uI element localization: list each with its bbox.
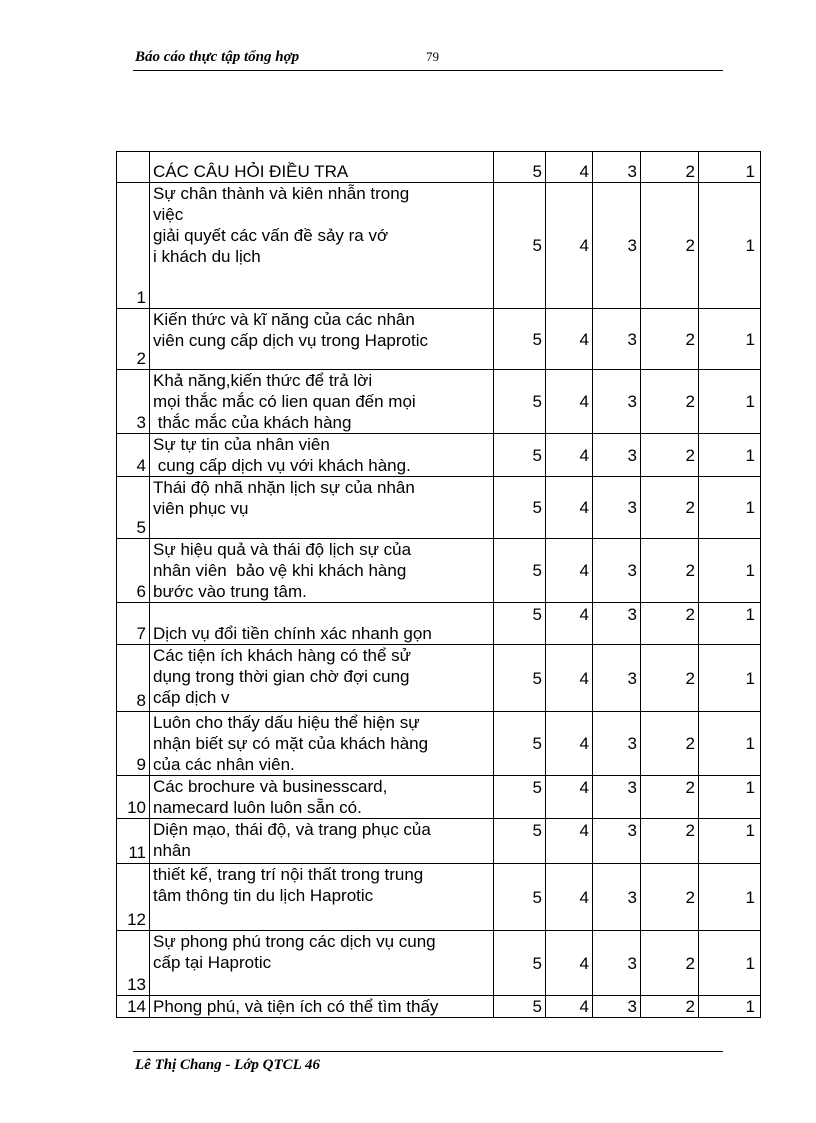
score-option-5: 5 [494,183,546,309]
question-line: cung cấp dịch vụ với khách hàng. [153,456,411,475]
score-option-3: 3 [593,776,641,819]
score-option-5: 5 [494,931,546,996]
score-option-3: 3 [593,183,641,309]
score-option-3: 3 [593,477,641,539]
score-option-4: 4 [546,712,593,776]
table-row [117,776,761,819]
score-option-2: 2 [641,776,699,819]
question-text [150,477,494,539]
question-line: mọi thắc mắc có lien quan đến mọi [153,392,416,411]
score-option-4: 4 [546,603,593,645]
question-text [150,370,494,434]
score-option-1: 1 [699,819,761,864]
scale-1-header: 1 [699,152,761,183]
score-option-5: 5 [494,434,546,477]
score-option-1: 1 [699,539,761,603]
question-line: cấp dịch v [153,688,230,707]
score-option-4: 4 [546,309,593,370]
question-line: nhân [153,841,191,860]
score-option-2: 2 [641,477,699,539]
question-text [150,183,494,309]
score-option-5: 5 [494,370,546,434]
question-text [150,776,494,819]
score-option-4: 4 [546,477,593,539]
question-number: 14 [117,996,150,1018]
question-line: thắc mắc của khách hàng [153,413,352,432]
question-line: dụng trong thời gian chờ đợi cung [153,667,410,686]
footer-divider [133,1051,723,1052]
score-option-4: 4 [546,819,593,864]
table-row [117,183,761,309]
question-line: Phong phú, và tiện ích có thể tìm thấy [153,997,439,1016]
score-option-4: 4 [546,864,593,931]
page-header-title: Báo cáo thực tập tổng hợp [135,49,300,65]
question-line: việc [153,205,184,224]
score-option-3: 3 [593,712,641,776]
question-text [150,819,494,864]
question-line: Dịch vụ đổi tiền chính xác nhanh gọn [153,624,432,643]
score-option-4: 4 [546,370,593,434]
score-option-5: 5 [494,712,546,776]
question-line: Khả năng,kiến thức để trả lời [153,371,373,390]
score-option-1: 1 [699,183,761,309]
table-header-row [117,152,761,183]
score-option-4: 4 [546,645,593,712]
score-option-1: 1 [699,996,761,1018]
question-line: Sự chân thành và kiên nhẫn trong [153,184,410,203]
question-number: 10 [117,776,150,819]
score-option-5: 5 [494,996,546,1018]
score-option-4: 4 [546,931,593,996]
score-option-1: 1 [699,931,761,996]
question-line: nhân viên bảo vệ khi khách hàng [153,561,407,580]
table-row [117,996,761,1018]
score-option-5: 5 [494,645,546,712]
score-option-5: 5 [494,864,546,931]
score-option-2: 2 [641,931,699,996]
table-row [117,539,761,603]
question-text [150,645,494,712]
score-option-1: 1 [699,434,761,477]
score-option-3: 3 [593,434,641,477]
question-text [150,996,494,1018]
question-text [150,712,494,776]
score-option-1: 1 [699,864,761,931]
question-line: Sự phong phú trong các dịch vụ cung [153,932,436,951]
table-row [117,864,761,931]
scale-2-header: 2 [641,152,699,183]
score-option-3: 3 [593,819,641,864]
score-option-2: 2 [641,370,699,434]
question-line: thiết kế, trang trí nội thất trong trung [153,865,424,884]
survey-table [116,151,761,1018]
scale-5-header: 5 [494,152,546,183]
score-option-2: 2 [641,996,699,1018]
score-option-2: 2 [641,309,699,370]
table-row [117,712,761,776]
score-option-5: 5 [494,539,546,603]
question-text [150,603,494,645]
score-option-1: 1 [699,477,761,539]
score-option-3: 3 [593,931,641,996]
table-row [117,645,761,712]
question-line: của các nhân viên. [153,755,295,774]
question-line: Luôn cho thấy dấu hiệu thể hiện sự [153,713,420,732]
score-option-3: 3 [593,370,641,434]
question-line: namecard luôn luôn sẵn có. [153,798,362,817]
table-row [117,603,761,645]
question-number: 8 [117,645,150,712]
question-line: Sự hiệu quả và thái độ lịch sự của [153,540,412,559]
score-option-3: 3 [593,645,641,712]
question-number: 12 [117,864,150,931]
question-line: Kiến thức và kĩ năng của các nhân [153,310,415,329]
question-line: Các tiện ích khách hàng có thể sử [153,646,412,665]
score-option-5: 5 [494,477,546,539]
score-option-5: 5 [494,309,546,370]
question-number: 13 [117,931,150,996]
score-option-2: 2 [641,434,699,477]
score-option-1: 1 [699,370,761,434]
score-option-5: 5 [494,819,546,864]
score-option-1: 1 [699,712,761,776]
score-option-1: 1 [699,776,761,819]
question-line: nhận biết sự có mặt của khách hàng [153,734,429,753]
question-line: viên phục vụ [153,499,249,518]
question-text [150,309,494,370]
question-number: 9 [117,712,150,776]
score-option-1: 1 [699,603,761,645]
question-line: viên cung cấp dịch vụ trong Haprotic [153,331,428,350]
question-line: i khách du lịch [153,247,261,266]
score-option-2: 2 [641,183,699,309]
scale-4-header: 4 [546,152,593,183]
table-row [117,931,761,996]
question-number: 2 [117,309,150,370]
table-row [117,370,761,434]
question-number: 6 [117,539,150,603]
question-number: 5 [117,477,150,539]
score-option-4: 4 [546,539,593,603]
question-number: 3 [117,370,150,434]
question-line: cấp tại Haprotic [153,953,272,972]
score-option-1: 1 [699,645,761,712]
score-option-5: 5 [494,776,546,819]
score-option-2: 2 [641,819,699,864]
score-option-1: 1 [699,309,761,370]
score-option-3: 3 [593,603,641,645]
score-option-3: 3 [593,864,641,931]
header-num-cell [117,152,150,183]
table-row [117,819,761,864]
score-option-3: 3 [593,539,641,603]
header-divider [133,70,723,71]
score-option-4: 4 [546,996,593,1018]
score-option-2: 2 [641,645,699,712]
score-option-4: 4 [546,434,593,477]
question-line: Thái độ nhã nhặn lịch sự của nhân [153,478,415,497]
score-option-5: 5 [494,603,546,645]
score-option-3: 3 [593,996,641,1018]
page-footer-author: Lê Thị Chang - Lớp QTCL 46 [135,1057,320,1073]
score-option-3: 3 [593,309,641,370]
question-line: bước vào trung tâm. [153,582,307,601]
question-text [150,864,494,931]
score-option-2: 2 [641,603,699,645]
question-number: 4 [117,434,150,477]
question-text [150,931,494,996]
table-row [117,434,761,477]
score-option-4: 4 [546,183,593,309]
question-line: tâm thông tin du lịch Haprotic [153,886,374,905]
table-row [117,309,761,370]
score-option-2: 2 [641,864,699,931]
score-option-2: 2 [641,712,699,776]
question-line: giải quyết các vấn đề sảy ra vớ [153,226,389,245]
question-text [150,434,494,477]
question-number: 7 [117,603,150,645]
question-number: 11 [117,819,150,864]
score-option-4: 4 [546,776,593,819]
score-option-2: 2 [641,539,699,603]
question-line: Các brochure và businesscard, [153,777,388,796]
table-row [117,477,761,539]
question-line: Diện mạo, thái độ, và trang phục của [153,820,431,839]
question-text [150,539,494,603]
question-line: Sự tự tin của nhân viên [153,435,330,454]
header-question-label: CÁC CÂU HỎI ĐIỀU TRA [150,152,494,183]
question-number: 1 [117,183,150,309]
page-number: 79 [426,49,439,64]
scale-3-header: 3 [593,152,641,183]
